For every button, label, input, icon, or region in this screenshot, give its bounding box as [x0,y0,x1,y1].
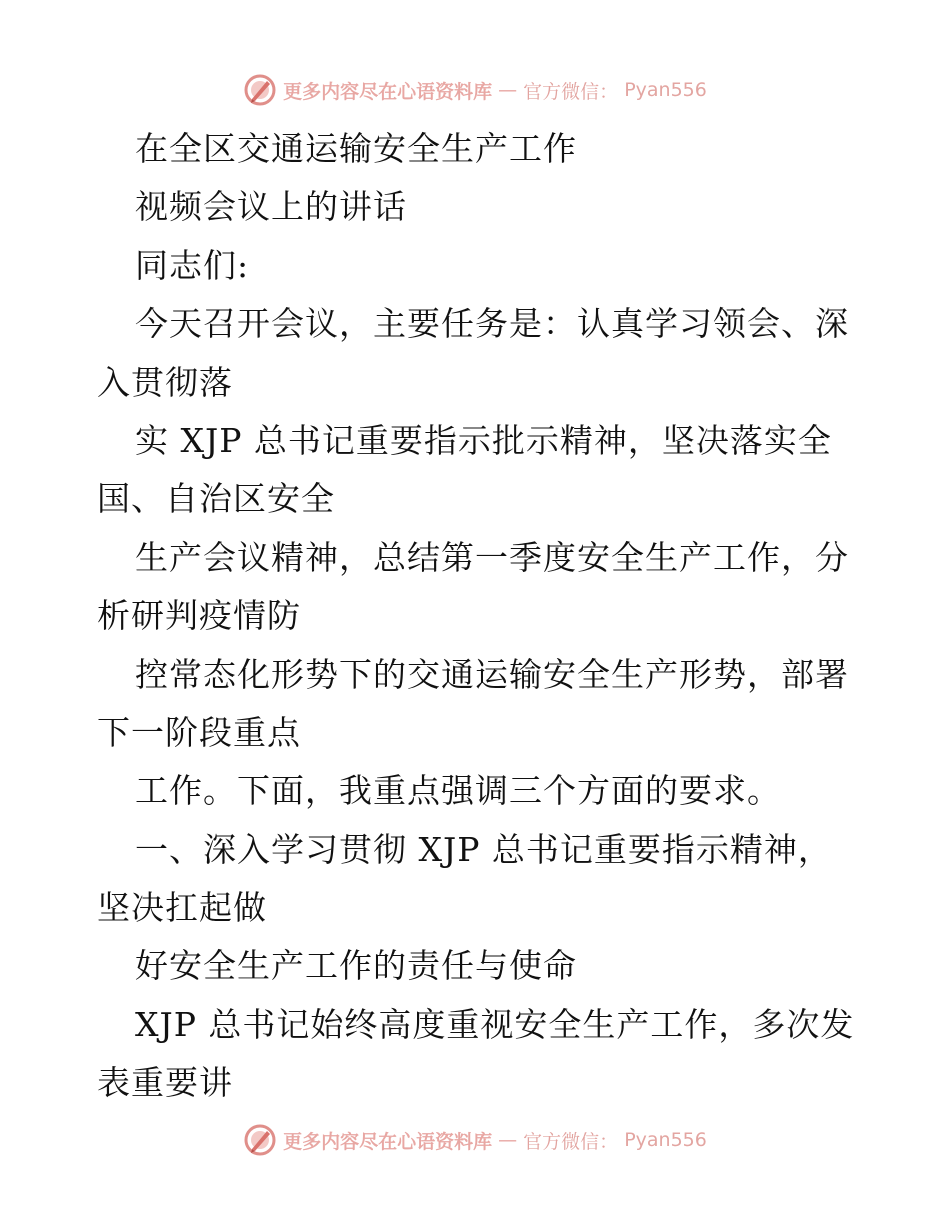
text-line: 好安全生产工作的责任与使命 [135,946,577,986]
text-line: 一、深入学习贯彻 XJP 总书记重要指示精神， [135,829,832,869]
watermark-dash: — [498,1129,518,1151]
text-line: 实 XJP 总书记重要指示批示精神，坚决落实全 [135,420,832,460]
text-line: 坚决扛起做 [97,888,267,928]
text-line: 国、自治区安全 [97,479,335,519]
watermark-side-text: 官方微信： [523,1130,619,1153]
watermark-id: Pyan556 [624,1129,707,1151]
text-line: 在全区交通运输安全生产工作 [135,129,577,168]
text-line: 表重要讲 [97,1063,233,1103]
text-line: 下一阶段重点 [97,712,301,752]
watermark-main-text: 更多内容尽在心语资料库 [283,80,493,103]
header-watermark [0,70,950,110]
text-line: 工作。下面，我重点强调三个方面的要求。 [135,771,781,811]
text-line: 视频会议上的讲话 [135,187,407,227]
document-body [97,120,857,1113]
text-line: 控常态化形势下的交通运输安全生产形势，部署 [135,654,849,694]
text-line: 析研判疫情防 [97,596,301,636]
watermark-dash: — [498,79,518,101]
text-line: 生产会议精神，总结第一季度安全生产工作，分 [135,537,849,577]
text-line: XJP 总书记始终高度重视安全生产工作，多次发 [135,1004,855,1044]
footer-watermark [0,1120,950,1160]
pen-logo-icon [243,73,277,107]
text-line: 入贯彻落 [97,362,233,402]
text-line: 今天召开会议，主要任务是：认真学习领会、深 [135,304,849,344]
watermark-side-text: 官方微信： [523,80,619,103]
watermark-id: Pyan556 [624,79,707,101]
watermark-main-text: 更多内容尽在心语资料库 [283,1130,493,1153]
text-line: 同志们: [135,245,250,285]
pen-logo-icon [243,1123,277,1157]
